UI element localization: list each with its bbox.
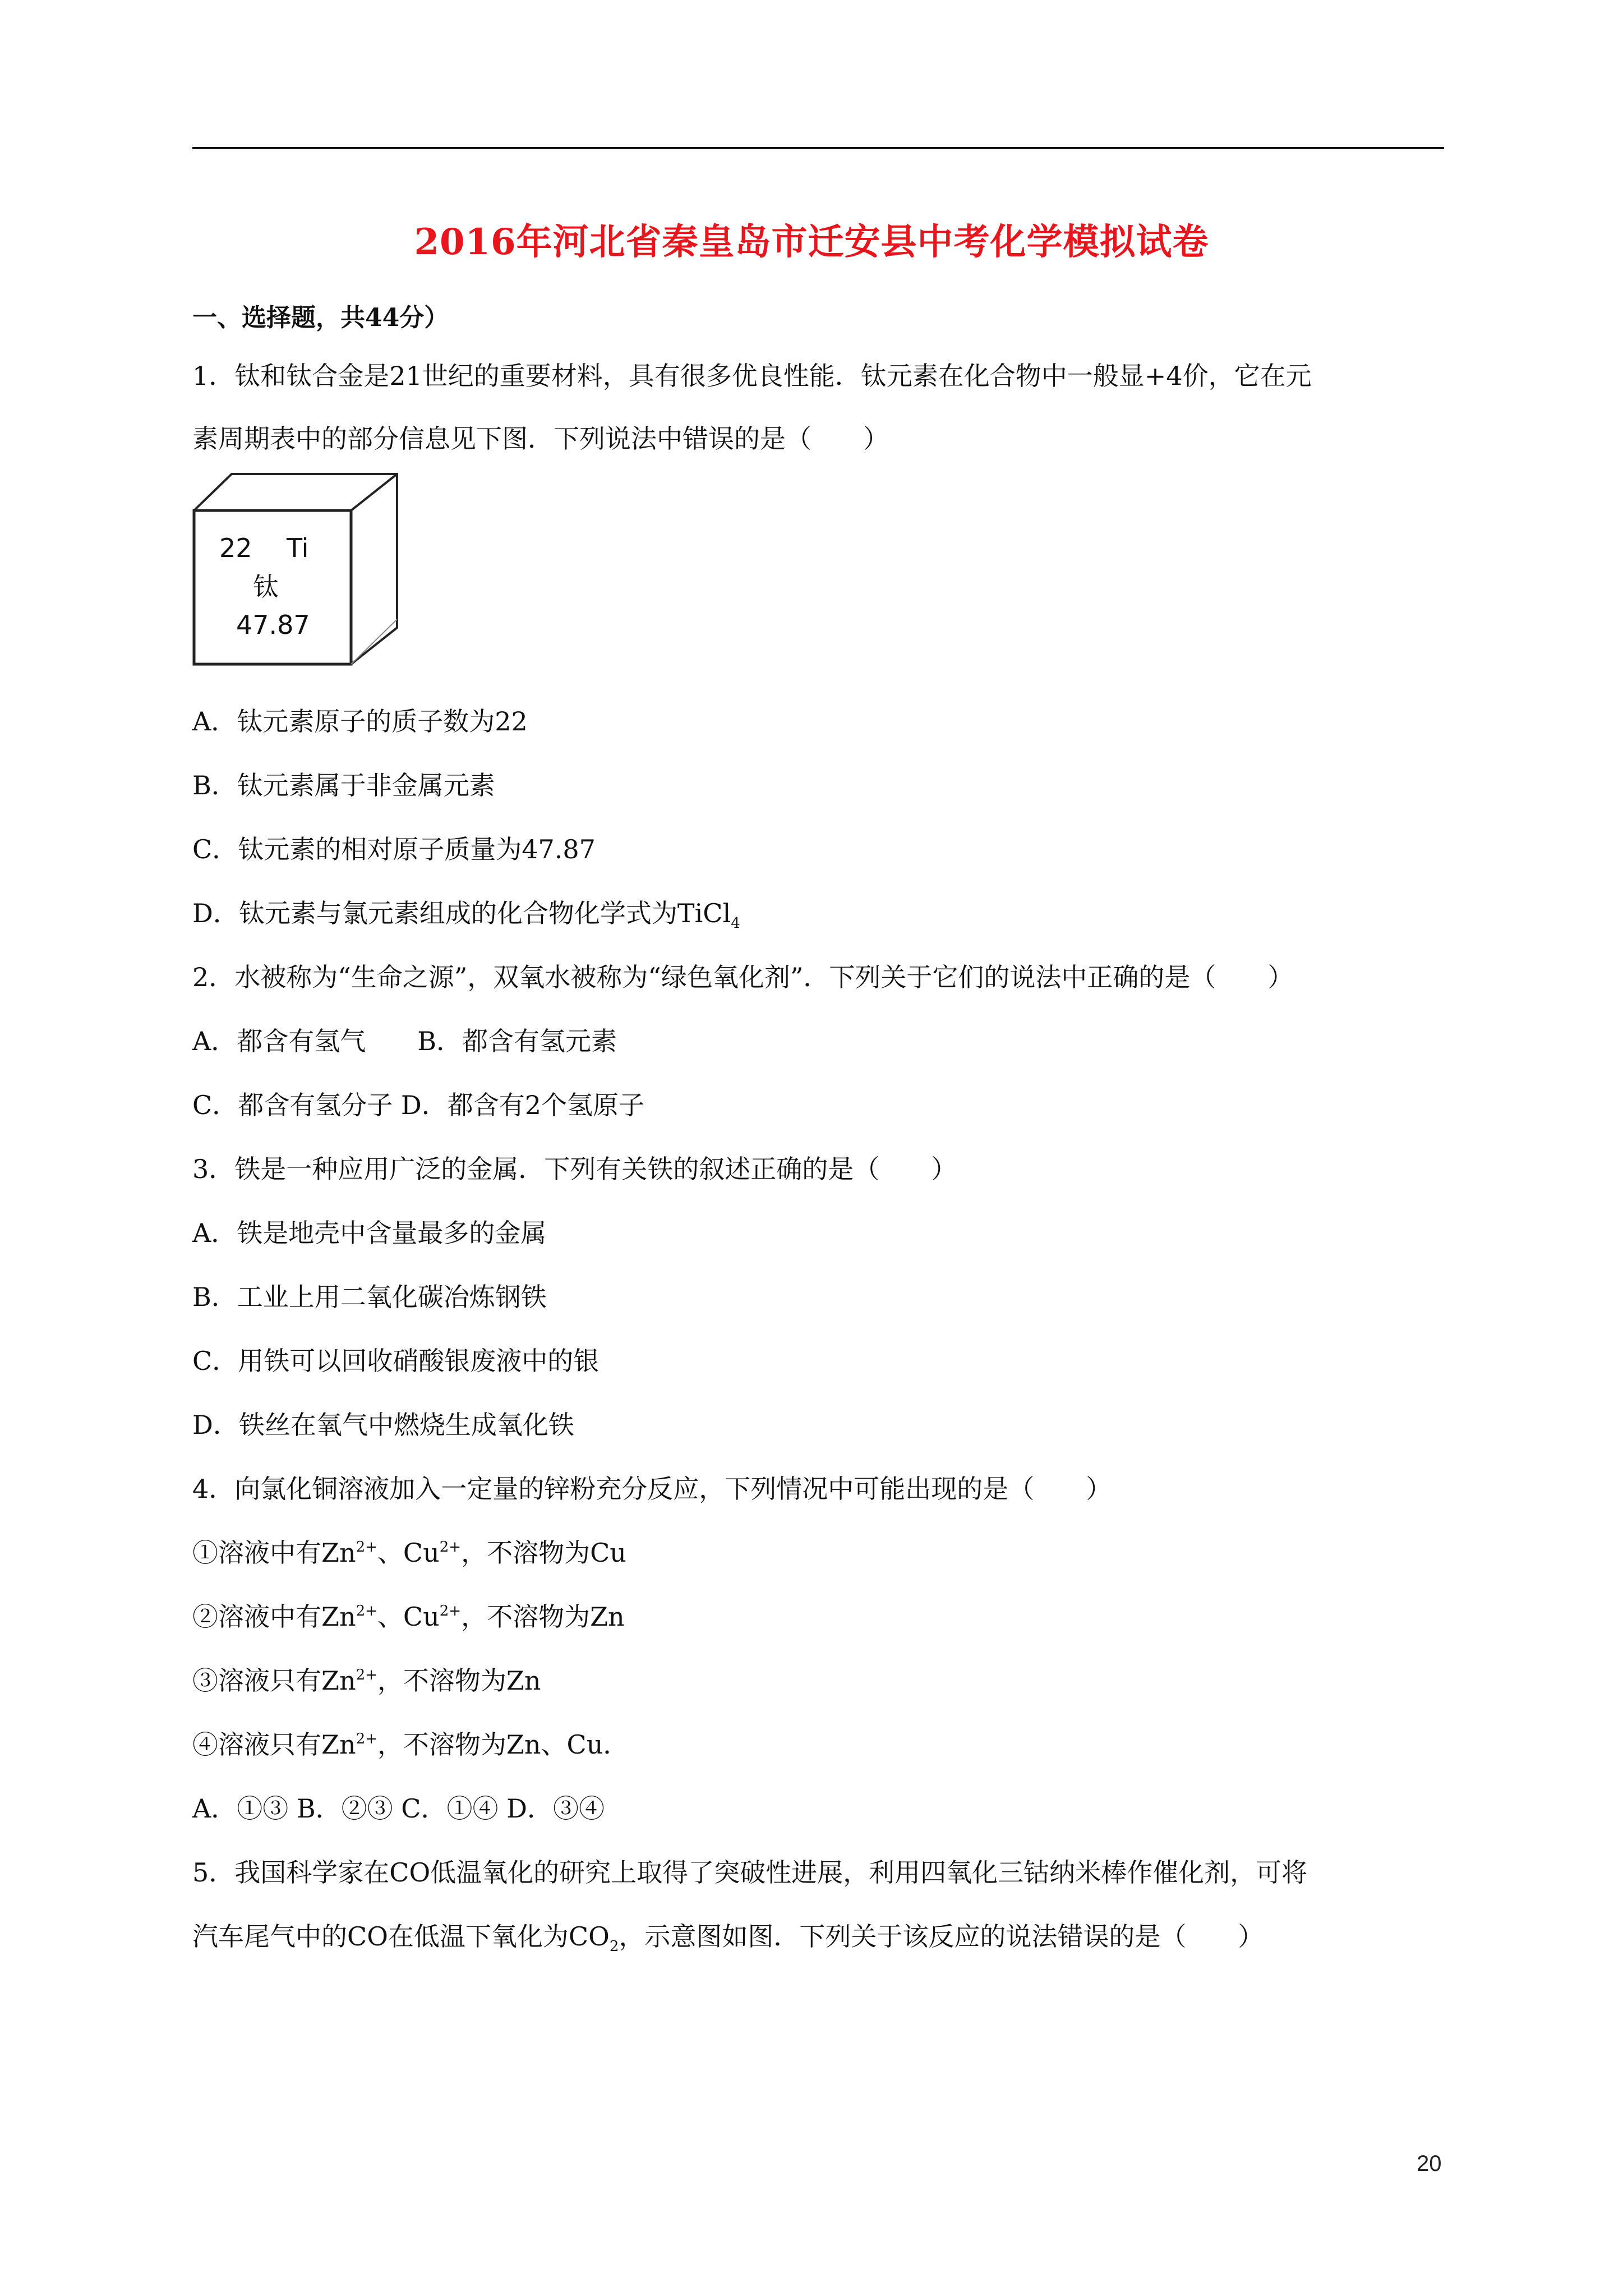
q3-option-b: B．工业上用二氧化碳冶炼钢铁 xyxy=(192,1282,547,1312)
q4-case-2-mid: 、Cu xyxy=(377,1602,440,1632)
cu-charge: 2+ xyxy=(439,1539,462,1556)
q5-stem-line2-pre: 汽车尾气中的CO在低温下氧化为CO xyxy=(192,1921,610,1952)
page-title: 2016年河北省秦皇岛市迁安县中考化学模拟试卷 xyxy=(414,221,1209,263)
q4-case-4-pre: ④溶液只有Zn xyxy=(192,1729,356,1760)
q4-stem: 4．向氯化铜溶液加入一定量的锌粉充分反应，下列情况中可能出现的是（ ） xyxy=(192,1474,1112,1504)
q1-option-c: C．钛元素的相对原子质量为47.87 xyxy=(192,834,596,864)
element-symbol: Ti xyxy=(287,533,309,563)
q4-case-3-pre: ③溶液只有Zn xyxy=(192,1665,356,1696)
q4-case-2 xyxy=(192,1600,625,1634)
q3-option-c: C．用铁可以回收硝酸银废液中的银 xyxy=(192,1346,600,1376)
q4-case-1 xyxy=(192,1536,626,1570)
q3-option-d: D．铁丝在氧气中燃烧生成氧化铁 xyxy=(192,1410,574,1440)
co2-subscript: 2 xyxy=(609,1938,619,1955)
q2-options-ab: A．都含有氢气 B．都含有氢元素 xyxy=(192,1026,617,1056)
element-name: 钛 xyxy=(253,572,279,602)
q1-option-a: A．钛元素原子的质子数为22 xyxy=(192,706,528,737)
cu-charge: 2+ xyxy=(439,1603,462,1619)
q4-case-2-pre: ②溶液中有Zn xyxy=(192,1602,356,1632)
q4-case-2-post: ，不溶物为Zn xyxy=(461,1602,625,1632)
header-rule xyxy=(192,147,1444,149)
q3-stem: 3．铁是一种应用广泛的金属．下列有关铁的叙述正确的是（ ） xyxy=(192,1154,957,1184)
q5-stem-line1: 5．我国科学家在CO低温氧化的研究上取得了突破性进展，利用四氧化三钴纳米棒作催化剂，可将 xyxy=(192,1857,1308,1888)
q1-option-d xyxy=(192,896,740,930)
q4-case-1-mid: 、Cu xyxy=(377,1538,440,1568)
q4-case-3 xyxy=(192,1664,541,1697)
section-heading: 一、选择题，共44分） xyxy=(192,303,449,332)
q2-stem: 2．水被称为“生命之源”，双氧水被称为“绿色氧化剂”．下列关于它们的说法中正确的是（ ） xyxy=(192,962,1294,992)
q4-case-1-pre: ①溶液中有Zn xyxy=(192,1538,356,1568)
atomic-mass: 47.87 xyxy=(236,610,310,640)
q1-option-d-subscript: 4 xyxy=(731,915,740,932)
q1-stem-line2: 素周期表中的部分信息见下图．下列说法中错误的是（ ） xyxy=(192,424,889,454)
q1-option-b: B．钛元素属于非金属元素 xyxy=(192,770,495,800)
q4-case-1-post: ，不溶物为Cu xyxy=(461,1538,626,1568)
q5-stem-line2-post: ，示意图如图．下列关于该反应的说法错误的是（ ） xyxy=(619,1921,1264,1952)
q3-option-a: A．铁是地壳中含量最多的金属 xyxy=(192,1218,547,1248)
q1-stem-line1: 1．钛和钛合金是21世纪的重要材料，具有很多优良性能．钛元素在化合物中一般显+4价，它在元 xyxy=(192,361,1312,391)
q1-option-d-text: D．钛元素与氯元素组成的化合物化学式为TiCl xyxy=(192,898,731,928)
q5-stem-line2 xyxy=(192,1920,1264,1953)
periodic-table-cell xyxy=(192,472,400,666)
q4-case-4-post: ，不溶物为Zn、Cu． xyxy=(377,1729,629,1760)
zn-charge: 2+ xyxy=(356,1667,377,1683)
atomic-number: 22 xyxy=(219,533,252,563)
q2-options-cd: C．都含有氢分子 D．都含有2个氢原子 xyxy=(192,1090,644,1120)
zn-charge: 2+ xyxy=(356,1539,377,1556)
zn-charge: 2+ xyxy=(356,1731,377,1747)
q4-case-4 xyxy=(192,1728,629,1761)
q4-case-3-post: ，不溶物为Zn xyxy=(377,1665,541,1696)
q4-options: A．①③ B．②③ C．①④ D．③④ xyxy=(192,1793,605,1824)
zn-charge: 2+ xyxy=(356,1603,377,1619)
page-number: 20 xyxy=(1417,2151,1442,2176)
